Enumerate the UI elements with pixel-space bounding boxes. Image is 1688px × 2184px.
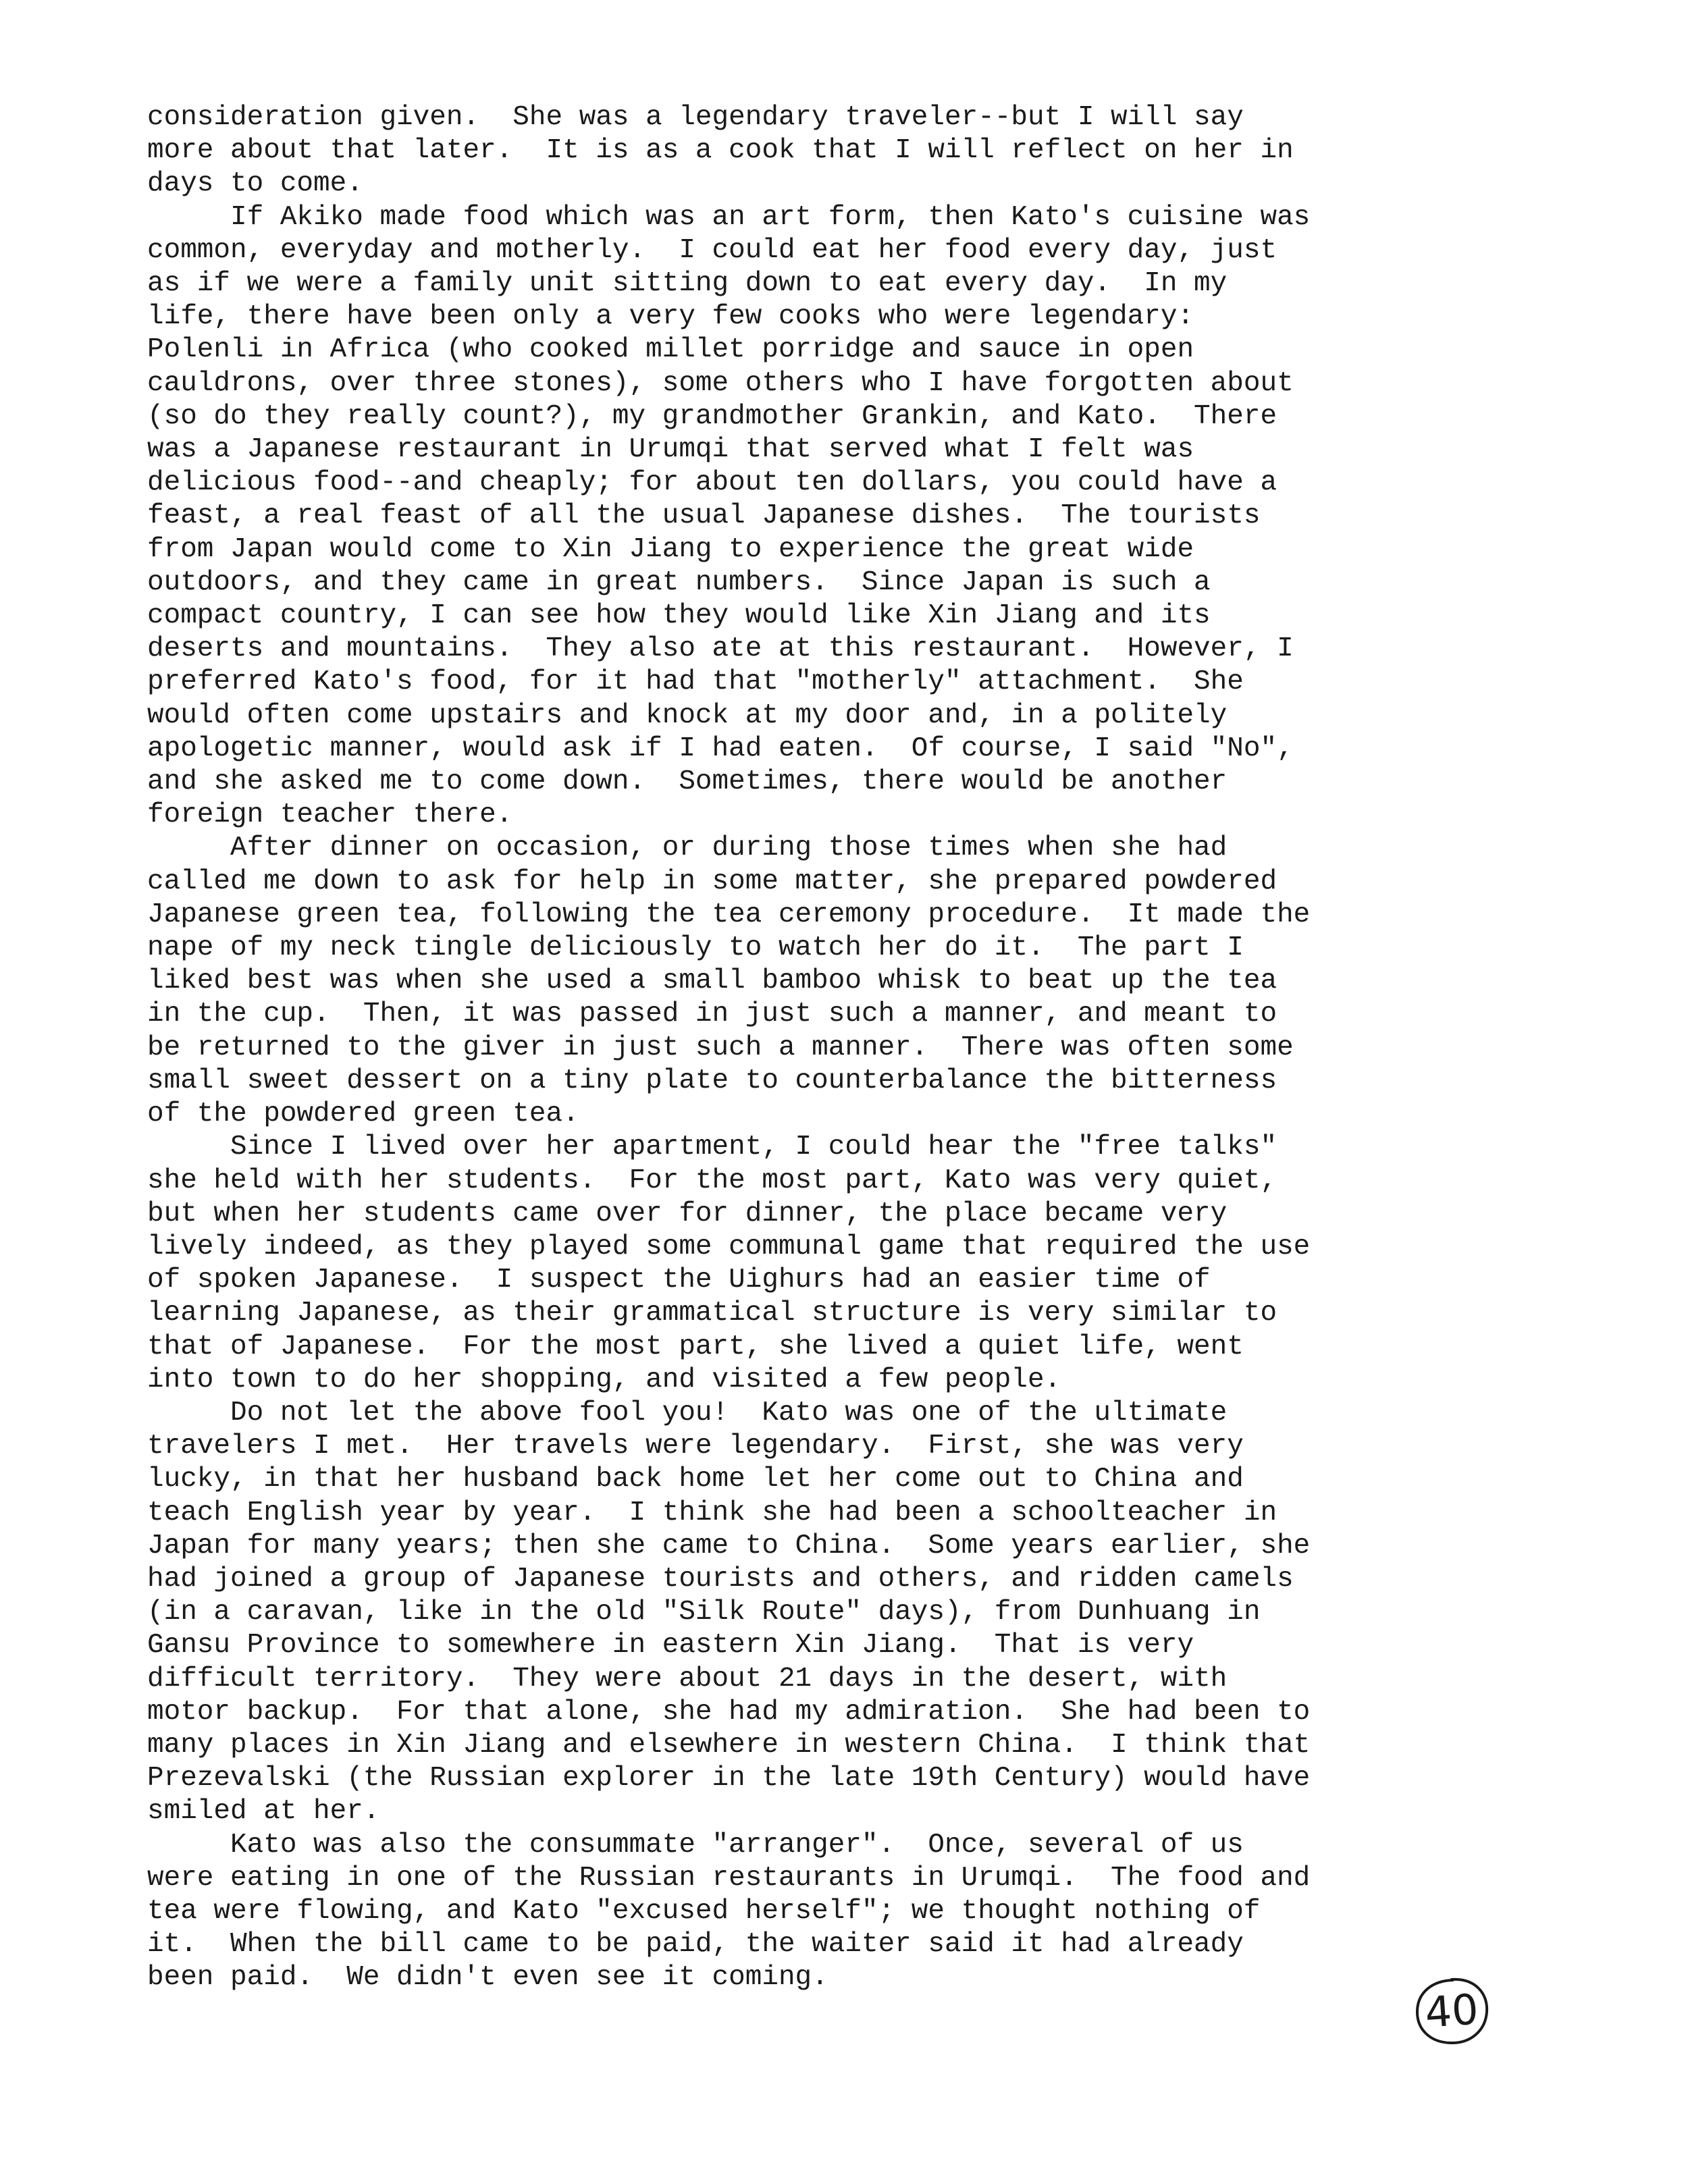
text-line: liked best was when she used a small bamboo whisk to beat up the tea xyxy=(147,965,1277,997)
text-line: of spoken Japanese. I suspect the Uighurs had an easier time of xyxy=(147,1264,1211,1296)
page-number: 40 xyxy=(1423,1984,1480,2037)
text-line: Kato was also the consummate "arranger". Once, several of us xyxy=(147,1829,1244,1861)
text-line: consideration given. She was a legendary traveler--but I will say xyxy=(147,102,1244,133)
text-line: had joined a group of Japanese tourists and others, and ridden camels xyxy=(147,1563,1294,1595)
text-line: from Japan would come to Xin Jiang to experience the great wide xyxy=(147,533,1194,565)
text-line: were eating in one of the Russian restaurants in Urumqi. The food and xyxy=(147,1862,1311,1894)
text-line: Polenli in Africa (who cooked millet porridge and sauce in open xyxy=(147,334,1194,366)
text-line: days to come. xyxy=(147,168,363,200)
text-line: many places in Xin Jiang and elsewhere in western China. I think that xyxy=(147,1729,1311,1761)
text-line: been paid. We didn't even see it coming. xyxy=(147,1962,828,1994)
text-line: deserts and mountains. They also ate at this restaurant. However, I xyxy=(147,633,1294,665)
text-line: of the powdered green tea. xyxy=(147,1098,579,1130)
text-line: (in a caravan, like in the old "Silk Route" days), from Dunhuang in xyxy=(147,1597,1261,1628)
text-line: nape of my neck tingle deliciously to watch her do it. The part I xyxy=(147,932,1244,964)
text-line: be returned to the giver in just such a manner. There was often some xyxy=(147,1032,1294,1063)
text-line: travelers I met. Her travels were legendary. First, she was very xyxy=(147,1431,1244,1462)
text-line: foreign teacher there. xyxy=(147,799,513,831)
text-line: If Akiko made food which was an art form, then Kato's cuisine was xyxy=(147,201,1311,233)
circled-page-number xyxy=(1413,1975,1491,2047)
text-line: lively indeed, as they played some communal game that required the use xyxy=(147,1231,1311,1262)
text-line: learning Japanese, as their grammatical structure is very similar to xyxy=(147,1298,1277,1329)
text-line: called me down to ask for help in some matter, she prepared powdered xyxy=(147,865,1277,897)
text-line: she held with her students. For the most part, Kato was very quiet, xyxy=(147,1165,1277,1196)
text-line: small sweet dessert on a tiny plate to counterbalance the bitterness xyxy=(147,1065,1277,1096)
text-line: motor backup. For that alone, she had my admiration. She had been to xyxy=(147,1696,1311,1728)
text-line: that of Japanese. For the most part, she lived a quiet life, went xyxy=(147,1331,1244,1362)
text-line: difficult territory. They were about 21 days in the desert, with xyxy=(147,1663,1228,1695)
text-line: Japanese green tea, following the tea ceremony procedure. It made the xyxy=(147,899,1311,930)
text-line: would often come upstairs and knock at my door and, in a politely xyxy=(147,699,1228,731)
text-line: was a Japanese restaurant in Urumqi that served what I felt was xyxy=(147,434,1194,466)
text-line: (so do they really count?), my grandmother Grankin, and Kato. There xyxy=(147,400,1277,432)
text-line: Prezevalski (the Russian explorer in the late 19th Century) would have xyxy=(147,1763,1311,1794)
text-line: preferred Kato's food, for it had that "motherly" attachment. She xyxy=(147,666,1244,698)
text-line: Since I lived over her apartment, I could hear the "free talks" xyxy=(147,1131,1277,1163)
text-line: Gansu Province to somewhere in eastern Xin Jiang. That is very xyxy=(147,1630,1194,1661)
text-line: cauldrons, over three stones), some others who I have forgotten about xyxy=(147,367,1294,399)
text-line: life, there have been only a very few cooks who were legendary: xyxy=(147,301,1194,333)
typed-body-text xyxy=(147,101,1599,1995)
text-line: it. When the bill came to be paid, the waiter said it had already xyxy=(147,1929,1244,1961)
text-line: Japan for many years; then she came to China. Some years earlier, she xyxy=(147,1530,1311,1562)
text-line: compact country, I can see how they would like Xin Jiang and its xyxy=(147,600,1211,632)
text-line: teach English year by year. I think she had been a schoolteacher in xyxy=(147,1497,1277,1528)
text-line: Do not let the above fool you! Kato was one of the ultimate xyxy=(147,1397,1228,1429)
text-line: but when her students came over for dinner, the place became very xyxy=(147,1198,1228,1229)
text-line: in the cup. Then, it was passed in just such a manner, and meant to xyxy=(147,998,1277,1030)
text-line: delicious food--and cheaply; for about ten dollars, you could have a xyxy=(147,467,1277,499)
text-line: smiled at her. xyxy=(147,1796,380,1828)
text-line: into town to do her shopping, and visited a few people. xyxy=(147,1364,1061,1395)
text-line: common, everyday and motherly. I could eat her food every day, just xyxy=(147,234,1277,266)
text-line: feast, a real feast of all the usual Japanese dishes. The tourists xyxy=(147,500,1261,532)
text-line: more about that later. It is as a cook that I will reflect on her in xyxy=(147,135,1294,167)
text-line: tea were flowing, and Kato "excused herself"; we thought nothing of xyxy=(147,1895,1261,1927)
text-line: outdoors, and they came in great numbers. Since Japan is such a xyxy=(147,566,1211,598)
text-line: as if we were a family unit sitting down to eat every day. In my xyxy=(147,268,1228,300)
text-line: apologetic manner, would ask if I had eaten. Of course, I said "No", xyxy=(147,733,1294,764)
text-line: After dinner on occasion, or during those times when she had xyxy=(147,832,1228,864)
text-line: and she asked me to come down. Sometimes, there would be another xyxy=(147,766,1228,798)
text-line: lucky, in that her husband back home let her come out to China and xyxy=(147,1464,1244,1495)
